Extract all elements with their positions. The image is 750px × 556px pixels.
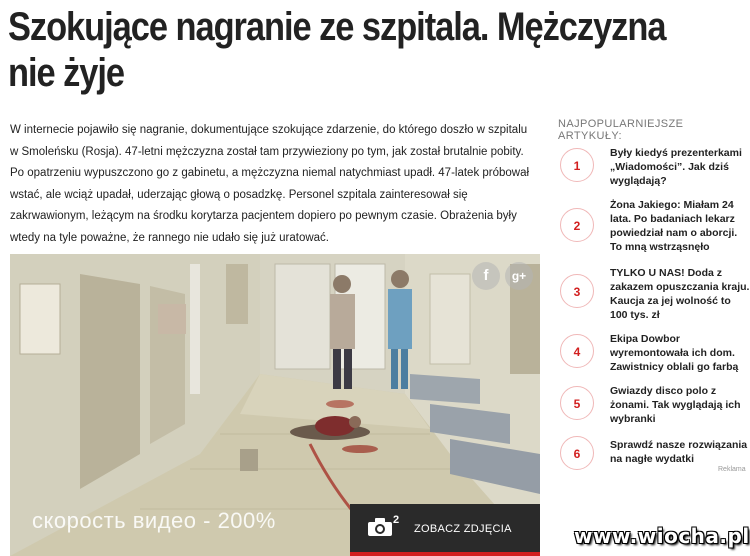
- photo-count: 2: [393, 514, 400, 526]
- share-google-plus-button[interactable]: [505, 262, 533, 290]
- camera-icon: [368, 518, 392, 536]
- accent-bar: [350, 552, 540, 556]
- google-plus-icon: g+: [511, 269, 527, 283]
- popular-item-title[interactable]: Żona Jakiego: Miałam 24 lata. Po badaniach lekarz powiedział nam o aborcji. To mną wstrząsnęło: [610, 199, 738, 253]
- rank-badge: 1: [560, 148, 594, 182]
- headline-line-2: nie żyje: [8, 51, 125, 95]
- popular-item-title[interactable]: Były kiedyś prezenterkami „Wiadomości”. Jak dziś wyglądają?: [610, 147, 742, 187]
- facebook-icon: f: [483, 267, 489, 284]
- popular-articles-title: NAJPOPULARNIEJSZE ARTYKUŁY:: [558, 118, 684, 142]
- rank-badge: 4: [560, 334, 594, 368]
- see-photos-button[interactable]: [350, 504, 540, 556]
- popular-item-title[interactable]: Sprawdź nasze rozwiązania na nagłe wydatki: [610, 439, 748, 465]
- popular-item-title[interactable]: Gwiazdy disco polo z żonami. Tak wyglądają ich wybranki: [610, 385, 741, 425]
- article-lead: W internecie pojawiło się nagranie, dokumentujące szokujące zdarzenie, do którego doszło w szpitalu w Smoleńsku (Rosja). 47-letni mężczyzna został tam przywieziony po tym, jak został brutalnie pobity. Po opatrzeniu wypuszczono go z gabinetu, a mężczyzna niemal natychmiast upadł. 47-latek próbował wstać, ale wciąż upadał, uderzając głową o posadzkę. Personel szpitala zainteresował się zakrwawionym, leżącym na środku korytarza pacjentem dopiero po pewnym czasie. Obrażenia były wtedy na tyle poważne, że rannego nie udało się już uratować.: [10, 124, 530, 244]
- rank-badge: 5: [560, 386, 594, 420]
- site-watermark: www.wiocha.pl: [574, 524, 750, 548]
- see-photos-label: ZOBACZ ZDJĘCIA: [414, 523, 512, 535]
- article-photo[interactable]: [10, 254, 540, 556]
- rank-badge: 6: [560, 436, 594, 470]
- article-headline: [8, 4, 666, 96]
- video-speed-caption: скорость видео - 200%: [32, 508, 276, 533]
- rank-badge: 2: [560, 208, 594, 242]
- popular-articles-sidebar: [558, 118, 750, 465]
- rank-badge: 3: [560, 274, 594, 308]
- ad-label: Reklama: [718, 466, 746, 473]
- popular-item-title[interactable]: Ekipa Dowbor wyremontowała ich dom. Zawistnicy oblali go farbą: [610, 333, 739, 373]
- share-facebook-button[interactable]: [472, 262, 500, 290]
- popular-item-title[interactable]: TYLKO U NAS! Doda z zakazem opuszczania kraju. Kaucja za jej wolność to 100 tys. zł: [610, 267, 750, 321]
- headline-line-1: Szokujące nagranie ze szpitala. Mężczyzna: [8, 5, 666, 49]
